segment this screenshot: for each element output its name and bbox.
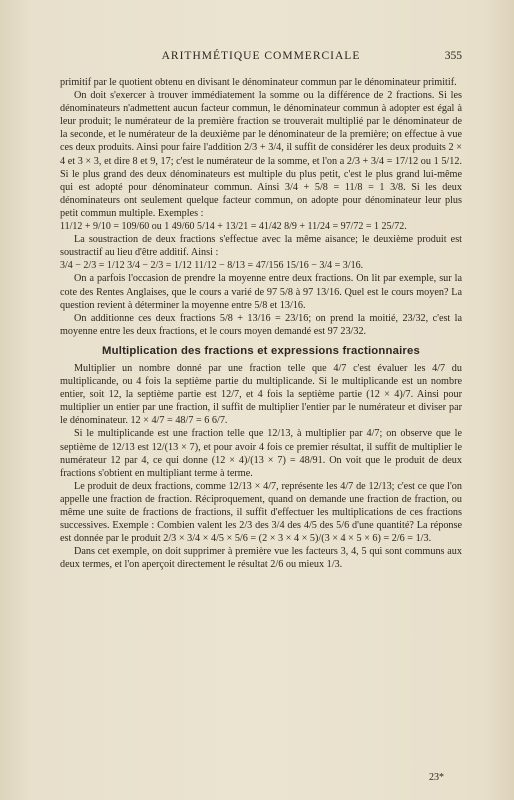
paragraph: Multiplier un nombre donné par une fraction telle que 4/7 c'est évaluer les 4/7 du multiplicande, ou 4 fois la septième partie du multiplicande. Si le multiplicande est un nombre entier, soit 12, la septième partie est 12/7, et 4 fois la septième partie (12 × 4)/7. Ainsi pour multiplier un entier par une fraction, il suffit de multiplier l'entier par le numérateur et diviser par le dénominateur. 12 × 4/7 = 48/7 = 6 6/7. [60, 362, 462, 427]
paragraph: primitif par le quotient obtenu en divisant le dénominateur commun par le dénominateur primitif. [60, 77, 457, 88]
signature-mark: 23* [429, 772, 444, 783]
running-title: ARITHMÉTIQUE COMMERCIALE [161, 50, 361, 62]
paragraph: Si le multiplicande est une fraction telle que 12/13, à multiplier par 4/7; on observe que le septième de 12/13 est 12/(13 × 7), et pour avoir 4 fois ce premier résultat, il suffit de multiplier le numérateur 12 par 4, ce qui donne (12 × 4)/(13 × 7) = 48/91. On voit que le produit de deux fractions s'obtient en multipliant terme à terme. [60, 428, 462, 479]
section-title: Multiplication des fractions et expressions fractionnaires [102, 344, 420, 357]
paragraph: On a parfois l'occasion de prendre la moyenne entre deux fractions. On lit par exemple, sur la cote des Rentes Anglaises, que le cours a varié de 97 5/8 à 97 13/16. Quel est le cours moyen? La question revient à déterminer la moyenne entre 5/8 et 13/16. [60, 273, 462, 311]
page-number: 355 [444, 50, 462, 62]
addition-examples: 11/12 + 9/10 = 109/60 ou 1 49/60 5/14 + 13/21 = 41/42 8/9 + 11/24 = 97/72 = 1 25/72. [60, 221, 407, 233]
paragraph: Dans cet exemple, on doit supprimer à première vue les facteurs 3, 4, 5 qui sont communs aux deux termes, et l'on aperçoit directement le résultat 2/6 ou mieux 1/3. [60, 546, 462, 571]
paragraph: On additionne ces deux fractions 5/8 + 13/16 = 23/16; on prend la moitié, 23/32, c'est la moyenne entre les deux fractions, et le cours moyen demandé est 97 23/32. [60, 312, 462, 337]
subtraction-examples: 3/4 − 2/3 = 1/12 3/4 − 2/3 = 1/12 11/12 − 8/13 = 47/156 15/16 − 3/4 = 3/16. [60, 260, 364, 272]
page-body [60, 76, 462, 571]
page-header [60, 50, 462, 66]
paragraph: La soustraction de deux fractions s'effectue avec la même aisance; le deuxième produit est soustractif au lieu d'être additif. Ainsi : [60, 234, 462, 259]
paragraph: Le produit de deux fractions, comme 12/13 × 4/7, représente les 4/7 de 12/13; c'est ce que l'on appelle une fraction de fraction. Réciproquement, quand on demande une fraction de fraction, ou même une suite de fractions de fractions, il suffit d'effectuer les multiplications de ces fractions successives. Exemple : Combien valent les 2/3 des 3/4 des 4/5 des 5/6 d'une quantité? La réponse est donnée par le produit 2/3 × 3/4 × 4/5 × 5/6 = (2 × 3 × 4 × 5)/(3 × 4 × 5 × 6) = 2/6 = 1/3. [60, 480, 462, 545]
paragraph: On doit s'exercer à trouver immédiatement la somme ou la différence de 2 fractions. Si les dénominateurs n'admettent aucun facteur commun, le dénominateur commun à adopter est égal à leur produit; le numérateur de la première fraction se trouverait multiplié par le dénominateur de la seconde, et le numérateur de la deuxième par le dénominateur de la première; on effectue à vue ces deux produits. Ainsi pour faire l'addition 2/3 + 3/4, il suffit de considérer les deux produits 2 × 4 et 3 × 3, et dire 8 et 9, 17; c'est le numérateur de la somme, et l'on a 2/3 + 3/4 = 17/12 ou 1 5/12. Si le plus grand des deux dénominateurs est multiple du plus petit, c'est le plus grand lui-même qui est adopté pour dénominateur commun. Ainsi 3/4 + 5/8 = 11/8 = 1 3/8. Si les deux dénominateurs ont seulement quelque facteur commun, on adopte pour dénominateur leur plus petit commun multiple. Exemples : [60, 90, 462, 219]
